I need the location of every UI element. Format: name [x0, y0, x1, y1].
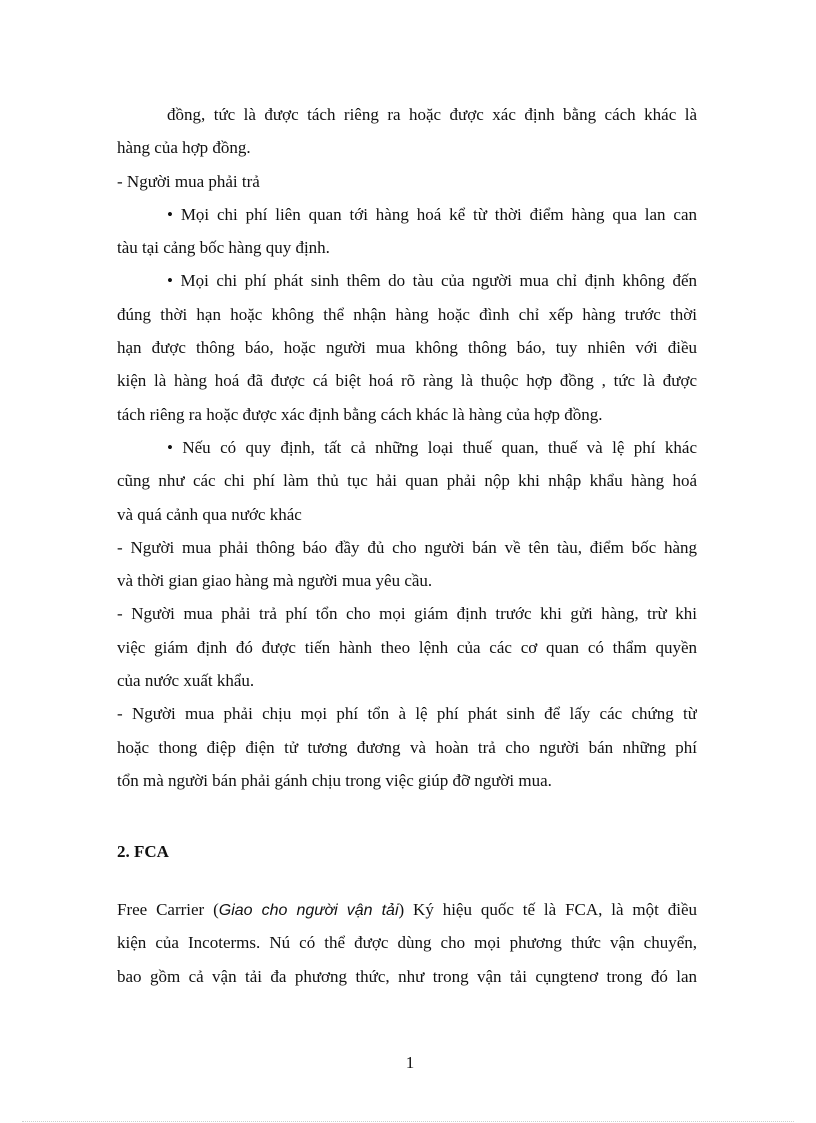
paragraph-line: hạn được thông báo, hoặc người mua không thông báo, tuy nhiên với điều — [117, 338, 697, 358]
bullet-line: • Mọi chi phí liên quan tới hàng hoá kể từ thời điểm hàng qua lan can — [167, 204, 697, 224]
paragraph-line: đồng, tức là được tách riêng ra hoặc được xác định bằng cách khác là — [167, 105, 697, 124]
paragraph-line: tổn mà người bán phải gánh chịu trong việc giúp đỡ người mua. — [117, 770, 552, 790]
section-heading: 2. FCA — [117, 842, 169, 861]
paragraph-line: - Người mua phải chịu mọi phí tổn à lệ phí phát sinh để lấy các chứng từ — [117, 704, 697, 724]
body-text — [117, 98, 697, 797]
fca-paragraph — [117, 893, 697, 993]
paragraph-line: - Người mua phải thông báo đầy đủ cho người bán về tên tàu, điểm bốc hàng — [117, 537, 697, 557]
paragraph-line: cũng như các chi phí làm thủ tục hải quan phải nộp khi nhập khẩu hàng hoá — [117, 471, 697, 491]
paragraph-line: hoặc thong điệp điện tử tương đương và hoàn trả cho người bán những phí — [117, 737, 697, 757]
paragraph-line: - Người mua phải trả — [117, 171, 260, 191]
bullet-line: • Mọi chi phí phát sinh thêm do tàu của người mua chỉ định không đến — [167, 271, 697, 291]
paragraph-line: việc giám định đó được tiến hành theo lệnh của các cơ quan có thẩm quyền — [117, 637, 697, 657]
fca-line-1 — [117, 893, 697, 926]
paragraph-line: đúng thời hạn hoặc không thể nhận hàng hoặc đình chỉ xếp hàng trước thời — [117, 304, 697, 324]
paragraph-line: của nước xuất khẩu. — [117, 671, 255, 691]
fca-translation: Giao cho người vận tải — [218, 902, 399, 919]
paragraph-line: hàng của hợp đồng. — [117, 138, 251, 158]
paragraph-line: và thời gian giao hàng mà người mua yêu cầu. — [117, 571, 433, 591]
bullet-line: • Nếu có quy định, tất cả những loại thuế quan, thuế và lệ phí khác — [167, 437, 697, 457]
paragraph-line: - Người mua phải trả phí tổn cho mọi giám định trước khi gửi hàng, trừ khi — [117, 604, 697, 624]
paragraph-line: tách riêng ra hoặc được xác định bằng cách khác là hàng của hợp đồng. — [117, 404, 603, 424]
fca-line-3: bao gồm cả vận tải đa phương thức, như trong vận tải cụngtenơ trong đó lan — [117, 966, 697, 986]
fca-line-2: kiện của Incoterms. Nú có thể được dùng cho mọi phương thức vận chuyển, — [117, 933, 697, 953]
fca-term: Free Carrier ( — [117, 900, 219, 919]
page-number: 1 — [405, 1053, 415, 1072]
page-bottom-divider — [22, 1121, 794, 1122]
fca-line-1-rest: ) Ký hiệu quốc tế là FCA, là một điều — [398, 900, 697, 919]
paragraph-line: tàu tại cảng bốc hàng quy định. — [117, 238, 330, 258]
paragraph-line: kiện là hàng hoá đã được cá biệt hoá rõ ràng là thuộc hợp đồng , tức là được — [117, 371, 697, 391]
paragraph-line: và quá cảnh qua nước khác — [117, 504, 302, 524]
